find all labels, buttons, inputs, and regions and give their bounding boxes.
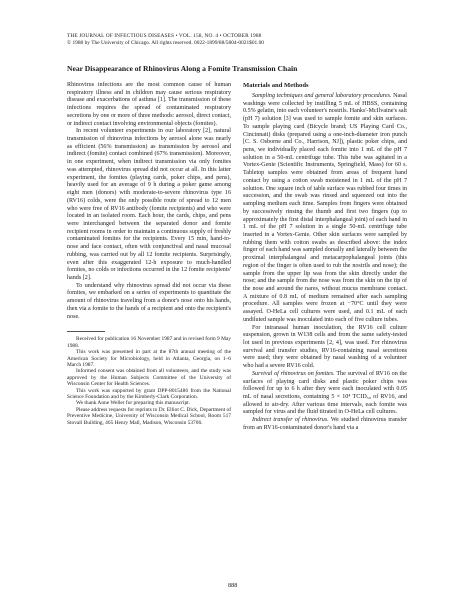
copyright-line: © 1988 by The University of Chicago. All rights reserved. 0022-1899/88/5804-0021$01.00 (67, 39, 264, 46)
footnotes (67, 336, 231, 426)
body-paragraph: To understand why rhinovirus spread did not occur via these fomites, we embarked on a series of experiments to quantitate the amount of rhinovirus traveling from a donor's nose onto his hands, then via a fomite to the hands of a recipient and onto the recipient's nose. (67, 282, 231, 320)
subsection-text: We studied rhinovirus transfer from an RV16-contaminated donor's hand via a (243, 417, 407, 431)
methods-paragraph (243, 325, 407, 371)
subsection-text: Nasal washings were collected by instilling 5 mL of HBSS, containing 0.5% gelatin, into each volunteer's nostrils. Hanks'-McIlvaine's salt (pH 7) solution [3] was used to sample fomite and skin surfaces. To sample playing card (Bicycle brand; US Playing Card Co., Cincinnati) disks (prepared using a one-inch-diameter iron punch [C. S. Osborne and Co., Harrison, NJ]), plastic poker chips, and pens, we individually placed each fomite into 1 mL of the pH 7 solution in a 50-mL centrifuge tube. This tube was agitated in a Vortex-Genie (Scientific Instruments, Springfield, Mass) for 60 s. Tabletop samples were obtained from areas of frequent hand contact by using a cotton swab moistened in 1 mL of the pH 7 solution. One square inch of table surface was rubbed four times in succession, and the swab was rinsed and squeezed out into the sampling medium each time. Samples from fingers were obtained by successively rinsing the thumb and first two fingers (up to approximately the first distal interphalangeal joint) of each hand in 1 mL of the pH 7 solution in a single 50-mL centrifuge tube inserted in a Vortex-Genie. Other skin surfaces were sampled by rubbing them with cotton swabs as described above: the index finger of each hand was sampled dorsally and laterally between the proximal interphalangeal and metacarpophalangeal joints (this region of the finger is often used to rub the nostrils and nose); the sample from the upper lip was from the skin directly under the nose; and the sample from the nose was from the skin on the tip of the nose and around the nares, without mucus membrane contact. A mixture of 0.8 mL of medium remained after each sampling procedure. All samples were frozen at −70°C until they were assayed. O-HeLa cell cultures were used, and 0.1 mL of each undiluted sample was inoculated into each of five culture tubes. (243, 93, 407, 323)
intro-paragraph: Rhinovirus infections are the most common cause of human respiratory illness and in children may cause serious respiratory disease and exacerbations of asthma [1]. The transmission of these infections requires the spread of contaminated respiratory secretions by one or more of three methods: aerosol, direct contact, or indirect contact involving environmental objects (fomites). (67, 82, 231, 127)
subsection-heading: Sampling techniques and general laboratory procedures. (252, 93, 392, 99)
journal-header (67, 33, 437, 46)
subsection-heading: Indirect transfer of rhinovirus. (252, 417, 329, 424)
footnote: Please address requests for reprints to Dr. Elliot C. Dick, Department of Preventive Medicine, University of Wisconsin Medical School, Room 517 Stovall Building, 465 Henry Mall, Madison, Wisconsin 53706. (67, 406, 231, 426)
left-column (67, 82, 231, 426)
article-title: Near Disappearance of Rhinovirus Along a Fomite Transmission Chain (67, 64, 298, 73)
methods-paragraph (243, 93, 407, 325)
footnote: This work was supported by grant DPP-8015486 from the National Science Foundation and by the Kimberly-Clark Corporation. (67, 387, 231, 400)
footnote: We thank Anne Weller for preparing this manuscript. (76, 400, 190, 407)
footnote-divider (67, 331, 105, 332)
footnote: Informed consent was obtained from all volunteers, and the study was approved by the Human Subjects Committee of the University of Wisconsin Center for Health Sciences. (67, 368, 231, 388)
footnote: Received for publication 16 November 1987 and in revised form 9 May 1988. (67, 336, 231, 349)
journal-line: THE JOURNAL OF INFECTIOUS DISEASES • VOL. 158, NO. 4 • OCTOBER 1988 (67, 33, 262, 39)
methods-paragraph (243, 371, 407, 417)
methods-paragraph (243, 417, 407, 432)
subsection-text: The survival of RV16 on the surfaces of playing card disks and plastic poker chips was followed for up to 6 h after they were each inoculated with 0.05 mL of nasal secretions, containing 5 × 10⁴ TCID₅₀ of RV16, and allowed to air-dry. After various time intervals, each fomite was sampled for virus and the fluid titrated in O-HeLa cell cultures. (243, 370, 407, 416)
subsection-heading: Survival of rhinovirus on fomites. (252, 370, 335, 377)
page-number: 888 (228, 582, 238, 589)
subsection-text: For intranasal human inoculation, the RV16 cell culture suspension, grown in W138 cells and from the same safety-tested lot used in previous experiments [2, 4], was used. For rhinovirus survival and transfer studies, RV16-containing nasal secretions were used; they were obtained by nasal washing of a volunteer who had a severe RV16 cold. (243, 324, 407, 370)
section-heading: Materials and Methods (243, 82, 309, 89)
right-column (243, 82, 407, 433)
footnote: This work was presented in part at the 87th annual meeting of the American Society for Microbiology, held in Atlanta, Georgia, on 1–6 March 1987. (67, 349, 231, 368)
body-paragraph: In recent volunteer experiments in our laboratory [2], natural transmission of rhinovirus infections by aerosol alone was nearly as efficient (56% transmission) as transmission by aerosol and indirect (fomite) contact combined (67% transmission). Moreover, in one experiment, when indirect transmission via only fomites was attempted, rhinovirus spread did not occur at all. In this latter experiment, the fomites (playing cards, poker chips, and pens), heavily used for an average of 9 h during a poker game among eight men (donors) with moderate-to-severe rhinovirus type 16 (RV16) colds, were the only possible route of spread to 12 men who were free of RV16 antibody (fomite recipients) and who were located in an isolated room. Each hour, the cards, chips, and pens were interchanged between the separated donor and fomite recipient rooms in order to maintain a continuous supply of freshly contaminated fomites for the recipients. Every 15 min, hand-to-nose and face contact, often with conjunctival and nasal mucosal rubbing, was carried out by all 12 fomite recipients. Surprisingly, even after this exaggerated 12-h exposure to much-handled fomites, no colds or infections occurred in the 12 fomite recipients' hands [2]. (67, 128, 231, 281)
